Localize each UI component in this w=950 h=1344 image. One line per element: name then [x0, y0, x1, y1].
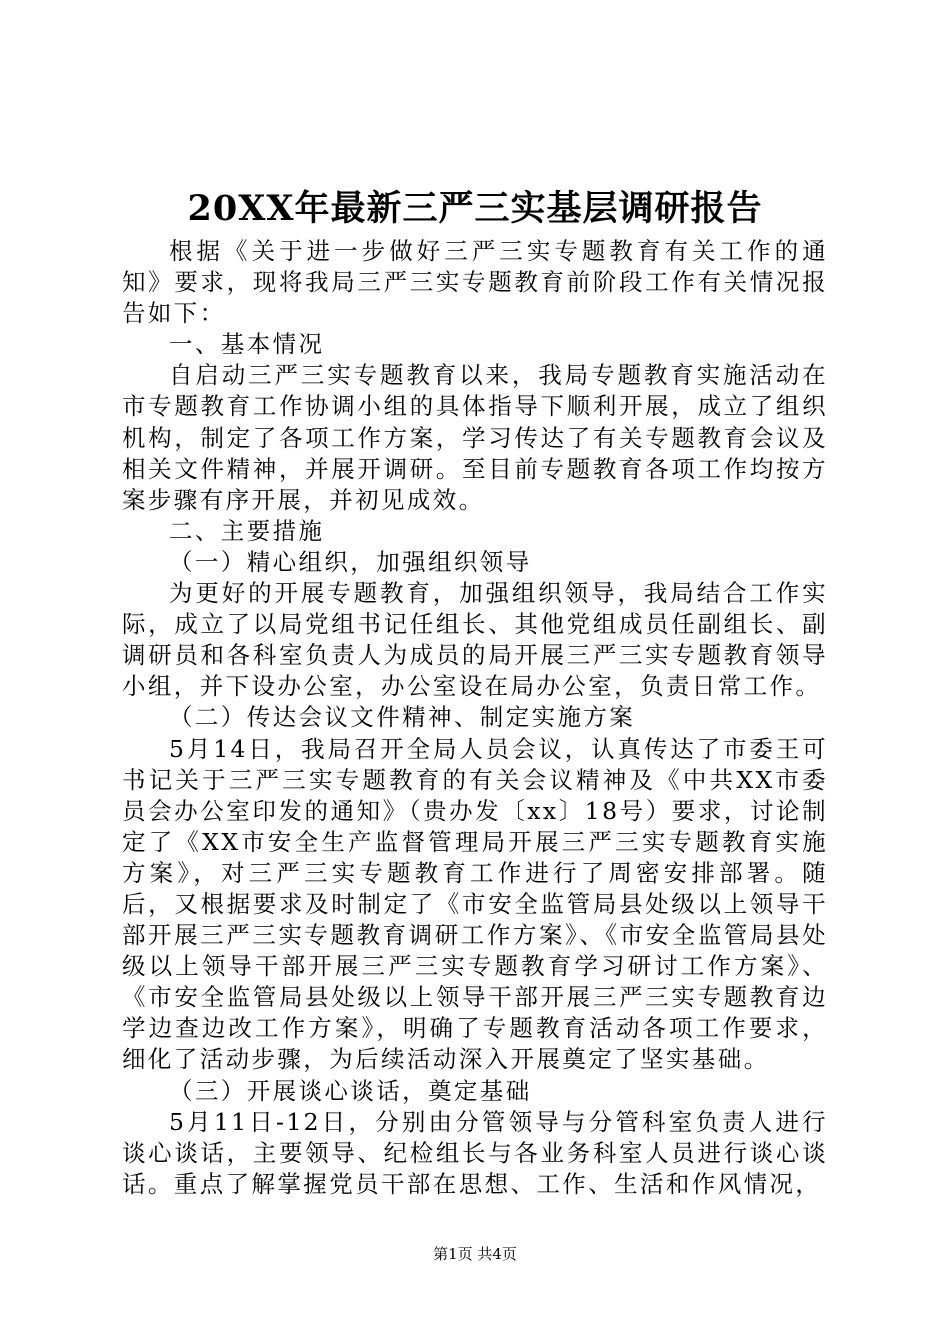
document-page — [122, 0, 828, 1344]
document-body — [122, 236, 828, 1200]
document-title: 20XX年最新三严三实基层调研报告 — [187, 188, 763, 229]
paragraph: 5月14日，我局召开全局人员会议，认真传达了市委王可书记关于三严三实专题教育的有关会议精神及《中共XX市委员会办公室印发的通知》（贵办发〔xx〕18号）要求，讨论制定了《XX市安全生产监督管理局开展三严三实专题教育实施方案》，对三严三实专题教育工作进行了周密安排部署。随后，又根据要求及时制定了《市安全监管局县处级以上领导干部开展三严三实专题教育调研工作方案》、《市安全监管局县处级以上领导干部开展三严三实专题教育学习研讨工作方案》、《市安全监管局县处级以上领导干部开展三严三实专题教育边学边查边改工作方案》，明确了专题教育活动各项工作要求，细化了活动步骤，为后续活动深入开展奠定了坚实基础。 — [122, 734, 828, 1074]
page-footer: 第1页 共4页 — [433, 1245, 517, 1263]
section-heading: 二、主要措施 — [169, 516, 325, 545]
paragraph: 5月11日-12日，分别由分管领导与分管科室负责人进行谈心谈话，主要领导、纪检组长与各业务科室人员进行谈心谈话。重点了解掌握党员干部在思想、工作、生活和作风情况， — [122, 1107, 828, 1198]
section-heading: 一、基本情况 — [169, 330, 325, 359]
subsection-heading: （二）传达会议文件精神、制定实施方案 — [169, 703, 636, 732]
paragraph: 根据《关于进一步做好三严三实专题教育有关工作的通知》要求，现将我局三严三实专题教育前阶段工作有关情况报告如下： — [122, 237, 828, 328]
paragraph: 为更好的开展专题教育，加强组织领导，我局结合工作实际，成立了以局党组书记任组长、其他党组成员任副组长、副调研员和各科室负责人为成员的局开展三严三实专题教育领导小组，并下设办公室，办公室设在局办公室，负责日常工作。 — [122, 579, 828, 701]
subsection-heading: （一）精心组织，加强组织领导 — [169, 547, 532, 576]
subsection-heading: （三）开展谈心谈话，奠定基础 — [169, 1076, 532, 1105]
paragraph: 自启动三严三实专题教育以来，我局专题教育实施活动在市专题教育工作协调小组的具体指导下顺利开展，成立了组织机构，制定了各项工作方案，学习传达了有关专题教育会议及相关文件精神，并展开调研。至目前专题教育各项工作均按方案步骤有序开展，并初见成效。 — [122, 361, 828, 514]
